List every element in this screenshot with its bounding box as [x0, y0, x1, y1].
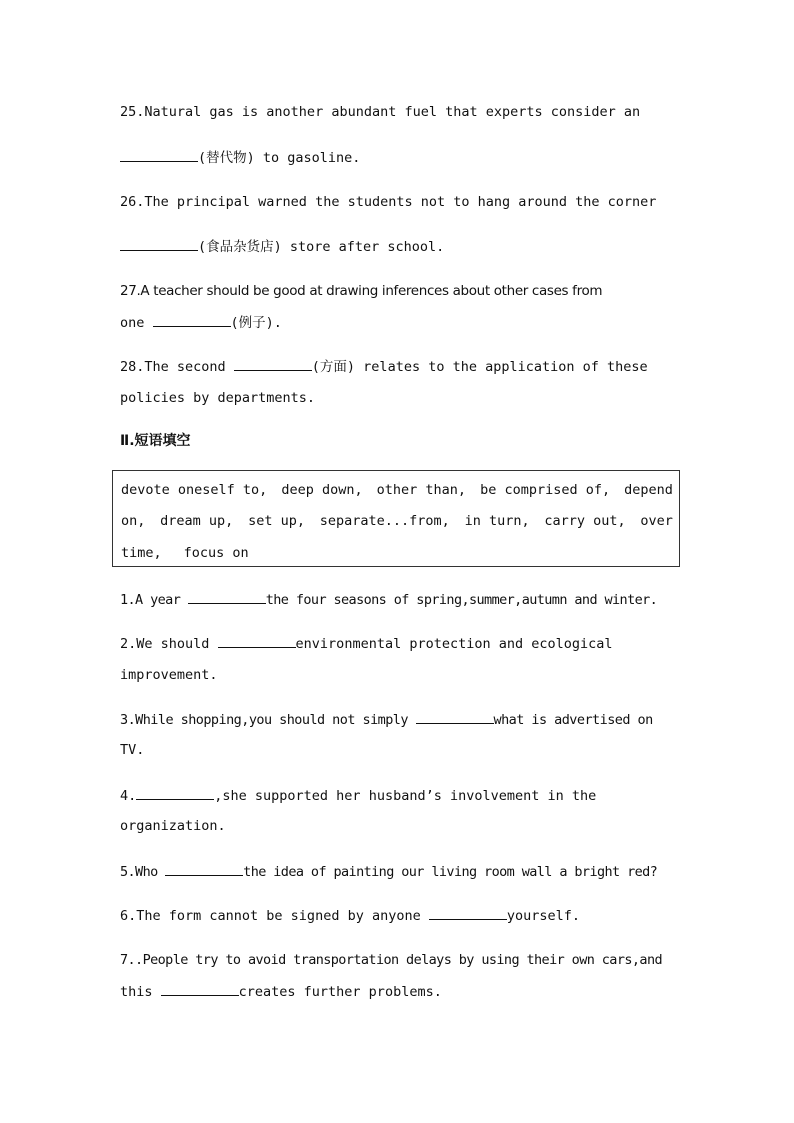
phrase-question-7-line-2: [120, 981, 442, 1002]
answer-blank[interactable]: [161, 981, 239, 996]
answer-blank[interactable]: [234, 356, 312, 371]
question-text: 1.A year: [120, 592, 188, 608]
question-text: 27.A teacher should be good at drawing inferences about other cases from: [120, 283, 603, 299]
question-text: yourself.: [506, 908, 581, 924]
phrase-option: other than,: [376, 482, 467, 498]
phrase-question-4-line-1: [120, 785, 596, 806]
question-26-line-1: [120, 192, 656, 212]
phrase-option: over: [640, 513, 673, 529]
phrase-question-5: [120, 861, 657, 882]
question-text: 25.Natural gas is another abundant fuel that experts consider an: [120, 104, 641, 120]
question-text: one: [120, 315, 153, 331]
phrase-option: carry out,: [544, 513, 626, 529]
answer-blank[interactable]: [120, 236, 198, 251]
phrase-option: deep down,: [281, 482, 363, 498]
question-text: the four seasons of spring,summer,autumn and winter.: [265, 592, 658, 608]
question-text: (例子).: [230, 315, 282, 331]
question-25-line-2: [120, 147, 360, 168]
answer-blank[interactable]: [153, 312, 231, 327]
question-text: ,she supported her husband’s involvement in the: [214, 788, 597, 804]
phrase-option: in turn,: [464, 513, 530, 529]
answer-blank[interactable]: [416, 709, 494, 724]
phrase-option: on,: [121, 513, 146, 529]
question-text: the idea of painting our living room wall a bright red?: [243, 864, 658, 880]
phrase-option: set up,: [248, 513, 305, 529]
question-text: organization.: [120, 818, 226, 834]
answer-blank[interactable]: [165, 861, 243, 876]
phrase-bank-box: [112, 470, 680, 567]
question-text: policies by departments.: [120, 390, 316, 406]
question-text: this: [120, 984, 161, 1000]
phrase-option: depend: [624, 482, 673, 498]
phrase-question-7-line-1: [120, 950, 662, 970]
question-27-line-1: [120, 281, 602, 301]
question-text: what is advertised on: [493, 712, 653, 728]
phrase-question-4-line-2: [120, 816, 226, 836]
answer-blank[interactable]: [429, 905, 507, 920]
phrase-option: dream up,: [160, 513, 234, 529]
question-25-line-1: [120, 102, 640, 122]
question-text: 3.While shopping,you should not simply: [120, 712, 416, 728]
phrase-bank-row-3: [121, 543, 673, 563]
question-text: environmental protection and ecological: [295, 636, 613, 652]
phrase-option: be comprised of,: [480, 482, 611, 498]
phrase-option: focus on: [183, 545, 249, 561]
question-text: creates further problems.: [238, 984, 442, 1000]
phrase-option: separate...from,: [319, 513, 450, 529]
phrase-question-3-line-2: [120, 740, 144, 760]
phrase-question-1: [120, 589, 657, 610]
phrase-option: devote oneself to,: [121, 482, 268, 498]
answer-blank[interactable]: [218, 633, 296, 648]
question-text: 7..People try to avoid transportation delays by using their own cars,and: [120, 952, 662, 968]
question-text: 28.The second: [120, 359, 234, 375]
question-text: (方面) relates to the application of these: [311, 359, 648, 375]
question-text: 6.The form cannot be signed by anyone: [120, 908, 429, 924]
question-28-line-2: [120, 388, 315, 408]
question-text: 5.Who: [120, 864, 166, 880]
phrase-bank-row-1: [121, 480, 673, 500]
answer-blank[interactable]: [120, 147, 198, 162]
question-text: 2.We should: [120, 636, 218, 652]
phrase-question-6: [120, 905, 580, 926]
question-text: TV.: [120, 742, 145, 758]
phrase-question-2-line-2: [120, 665, 218, 685]
question-26-line-2: [120, 236, 444, 257]
question-text: 26.The principal warned the students not to hang around the corner: [120, 194, 657, 210]
phrase-option: time,: [121, 545, 162, 561]
phrase-question-2-line-1: [120, 633, 613, 654]
question-28-line-1: [120, 356, 648, 377]
question-text: (食品杂货店) store after school.: [198, 239, 445, 255]
answer-blank[interactable]: [136, 785, 214, 800]
question-text: improvement.: [120, 667, 218, 683]
phrase-bank-row-2: [121, 511, 673, 531]
section-heading: Ⅱ.短语填空: [120, 433, 191, 449]
question-27-line-2: [120, 312, 282, 333]
question-text: (替代物) to gasoline.: [198, 150, 361, 166]
phrase-question-3-line-1: [120, 709, 653, 730]
answer-blank[interactable]: [188, 589, 266, 604]
question-text: 4.: [120, 788, 137, 804]
